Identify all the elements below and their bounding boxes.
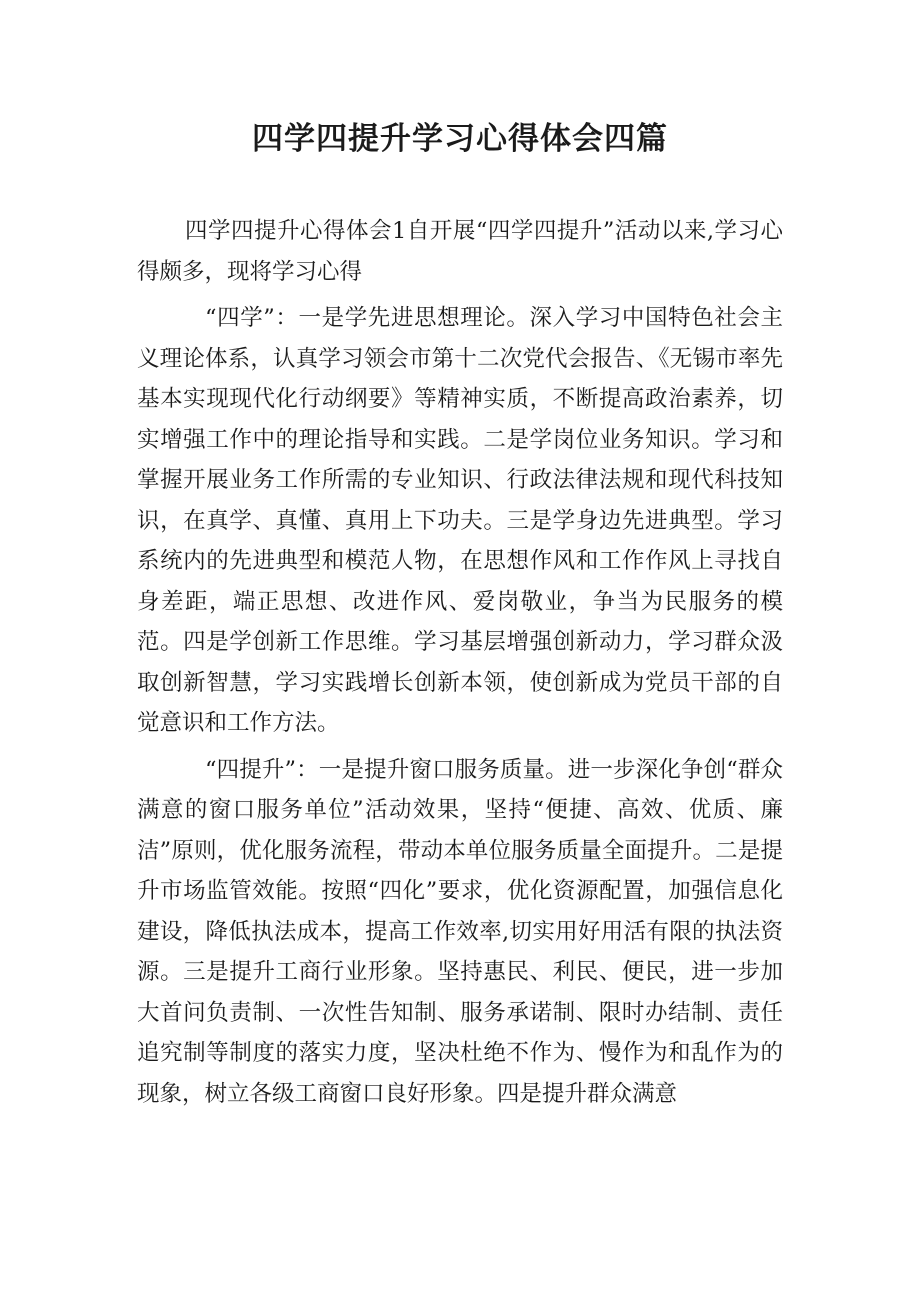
paragraph-four-improvements: “四提升”：一是提升窗口服务质量。进一步深化争创“群众满意的窗口服务单位”活动效果，坚持“便捷、高效、优质、廉洁”原则，优化服务流程，带动本单位服务质量全面提升。二是提升市场监管效能。按照“四化”要求，优化资源配置，加强信息化建设，降低执法成本，提高工作效率,切实用好用活有限的执法资源。三是提升工商行业形象。坚持惠民、利民、便民，进一步加大首问负责制、一次性告知制、服务承诺制、限时办结制、责任追究制等制度的落实力度，坚决杜绝不作为、慢作为和乱作为的现象，树立各级工商窗口良好形象。四是提升群众满意 bbox=[137, 756, 783, 1107]
paragraph-four-studies: “四学”：一是学先进思想理论。深入学习中国特色社会主义理论体系，认真学习领会市第十二次党代会报告、《无锡市率先基本实现现代化行动纲要》等精神实质，不断提高政治素养，切实增强工作中的理论指导和实践。二是学岗位业务知识。学习和掌握开展业务工作所需的专业知识、行政法律法规和现代科技知识，在真学、真懂、真用上下功夫。三是学身边先进典型。学习系统内的先进典型和模范人物，在思想作风和工作作风上寻找自身差距，端正思想、改进作风、爱岗敬业，争当为民服务的模范。四是学创新工作思维。学习基层增强创新动力，学习群众汲取创新智慧，学习实践增长创新本领，使创新成为党员干部的自觉意识和工作方法。 bbox=[137, 305, 783, 736]
document-body bbox=[137, 211, 783, 1114]
paragraph-intro: 四学四提升心得体会1自开展“四学四提升”活动以来,学习心得颇多，现将学习心得 bbox=[137, 218, 783, 285]
document-title: 四学四提升学习心得体会四篇 bbox=[252, 121, 668, 157]
